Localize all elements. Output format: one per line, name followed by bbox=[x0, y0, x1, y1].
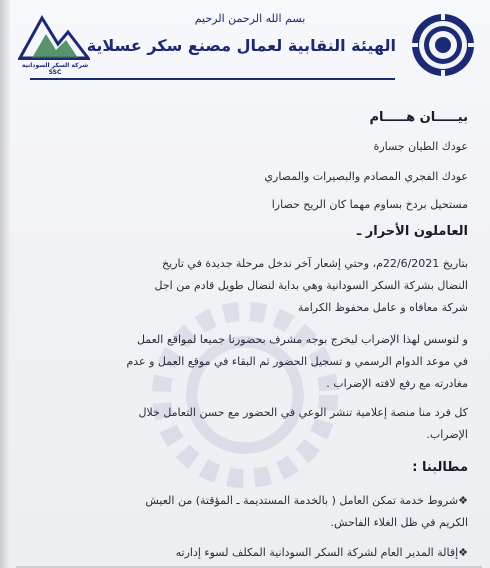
header-rule bbox=[30, 78, 395, 80]
statement-title: بيـــــان هـــــام bbox=[369, 110, 468, 125]
mountain-logo-icon bbox=[18, 12, 90, 62]
paragraph-line: الإضراب. bbox=[426, 428, 468, 441]
paragraph-line: بتاريخ 22/6/2021م، وحتي إشعار آخر ندخل مرحلة جديدة في تاريخ bbox=[162, 257, 468, 270]
letterhead-title: الهيئة النقابية لعمال مصنع سكر عسلاية bbox=[86, 36, 396, 55]
paragraph-line: كل فرد منا منصة إعلامية تنشر الوعي في الحضور مع حسن التعامل خلال bbox=[138, 406, 468, 419]
gear-emblem-icon bbox=[410, 12, 476, 78]
poem-line-1: عودك الطيان جسارة bbox=[373, 140, 468, 153]
letterhead bbox=[0, 0, 490, 100]
poem-line-2: عودك الفجري المصادم والبصيرات والمصاري bbox=[264, 170, 468, 183]
demand-item: الكريم في ظل الغلاء الفاحش. bbox=[330, 516, 468, 529]
paragraph-line: شركة معافاه و عامل محفوظ الكرامة bbox=[297, 301, 468, 314]
paragraph-line: في موعد الدوام الرسمي و تسجيل الحضور ثم البقاء في موقع العمل و عدم bbox=[126, 355, 468, 368]
paragraph-line: مغادرته مع رفع لافته الإضراب . bbox=[326, 377, 468, 390]
company-logo-abbr: SSC bbox=[48, 69, 62, 76]
basmala: بسم الله الرحمن الرحيم bbox=[194, 12, 306, 25]
poem-line-3: مستحيل بردخ بساوم مهما كان الريح حصارا bbox=[271, 198, 468, 211]
watermark-gear-icon bbox=[150, 300, 340, 490]
demands-title: مطالبنا : bbox=[412, 460, 468, 475]
union-emblem bbox=[410, 12, 476, 78]
demand-item: ❖إقالة المدير العام لشركة السكر السودانية المكلف لسوء إدارته bbox=[175, 546, 468, 559]
paragraph-line: و لتوسس لهذا الإضراب ليخرج بوجه مشرف بحضورنا جميعا لمواقع العمل bbox=[136, 333, 468, 346]
demand-item: ❖شروط خدمة تمكن العامل ( بالخدمة المستديمة ـ المؤقتة) من العيش bbox=[145, 494, 468, 507]
addressee: العاملون الأحرار ـ bbox=[356, 224, 468, 239]
paragraph-line: النضال بشركة السكر السودانية وهي بداية لنضال طويل قادم من اجل bbox=[154, 279, 468, 292]
company-logo-caption: شركة السكر السودانية bbox=[21, 62, 89, 69]
company-logo bbox=[18, 12, 90, 74]
